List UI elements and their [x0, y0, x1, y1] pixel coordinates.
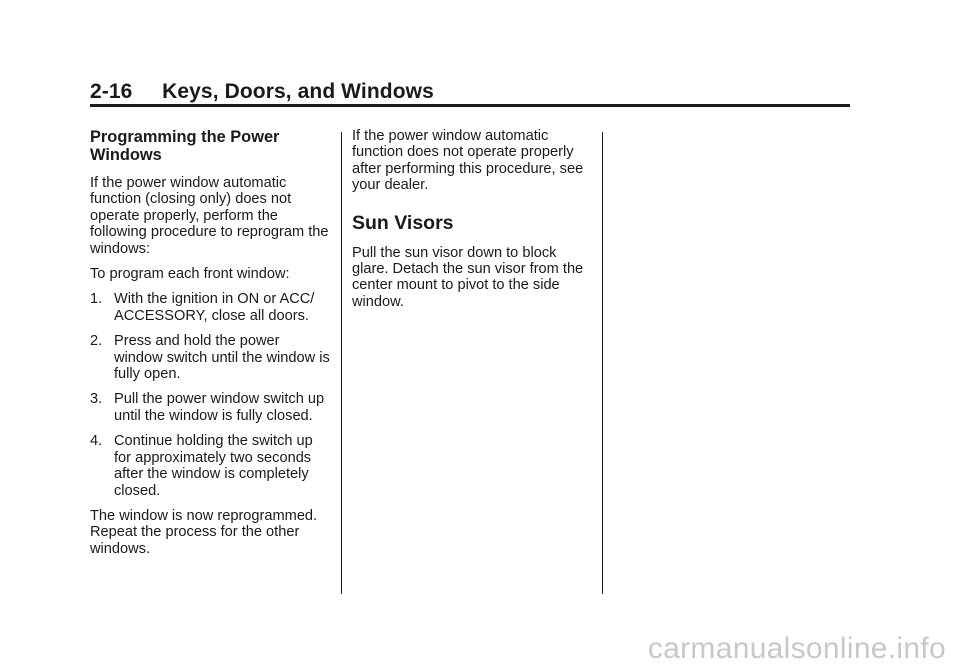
step-text: Continue holding the switch up for approximately two seconds after the window is completely closed.: [114, 433, 313, 499]
step-number: 3.: [90, 391, 103, 408]
step-number: 4.: [90, 433, 103, 450]
list-item: [90, 433, 330, 499]
middle-column: [352, 128, 592, 319]
column-divider: [341, 132, 342, 594]
steps-list: [90, 291, 330, 498]
header-rule: [90, 104, 850, 107]
sun-visor-paragraph: Pull the sun visor down to block glare. Detach the sun visor from the center mount to pivot to the side window.: [352, 244, 584, 310]
left-column: [90, 128, 330, 566]
step-number: 1.: [90, 291, 103, 308]
list-item: [90, 391, 330, 424]
list-item: [90, 333, 330, 382]
page-title: 2-16 Keys, Doors, and Windows: [90, 80, 434, 103]
section-heading-sun-visors: Sun Visors: [352, 211, 454, 234]
step-text: Pull the power window switch up until the window is fully closed.: [114, 391, 325, 424]
step-text: With the ignition in ON or ACC/ ACCESSORY, close all doors.: [114, 291, 315, 324]
step-number: 2.: [90, 333, 103, 350]
closing-paragraph: The window is now reprogrammed. Repeat the process for the other windows.: [90, 507, 318, 557]
list-item: [90, 291, 330, 324]
steps-lead: To program each front window:: [90, 266, 290, 283]
continued-paragraph: If the power window automatic function does not operate properly after performing this procedure, see your dealer.: [352, 128, 584, 194]
page-header: [90, 80, 850, 104]
section-heading-power-windows: Programming the Power Windows: [90, 128, 280, 164]
intro-paragraph: If the power window automatic function (closing only) does not operate properly, perform the following procedure to reprogram the windows:: [90, 175, 329, 257]
watermark: carmanualsonline.info: [647, 632, 946, 665]
step-text: Press and hold the power window switch until the window is fully open.: [114, 333, 330, 383]
column-divider: [602, 132, 603, 594]
